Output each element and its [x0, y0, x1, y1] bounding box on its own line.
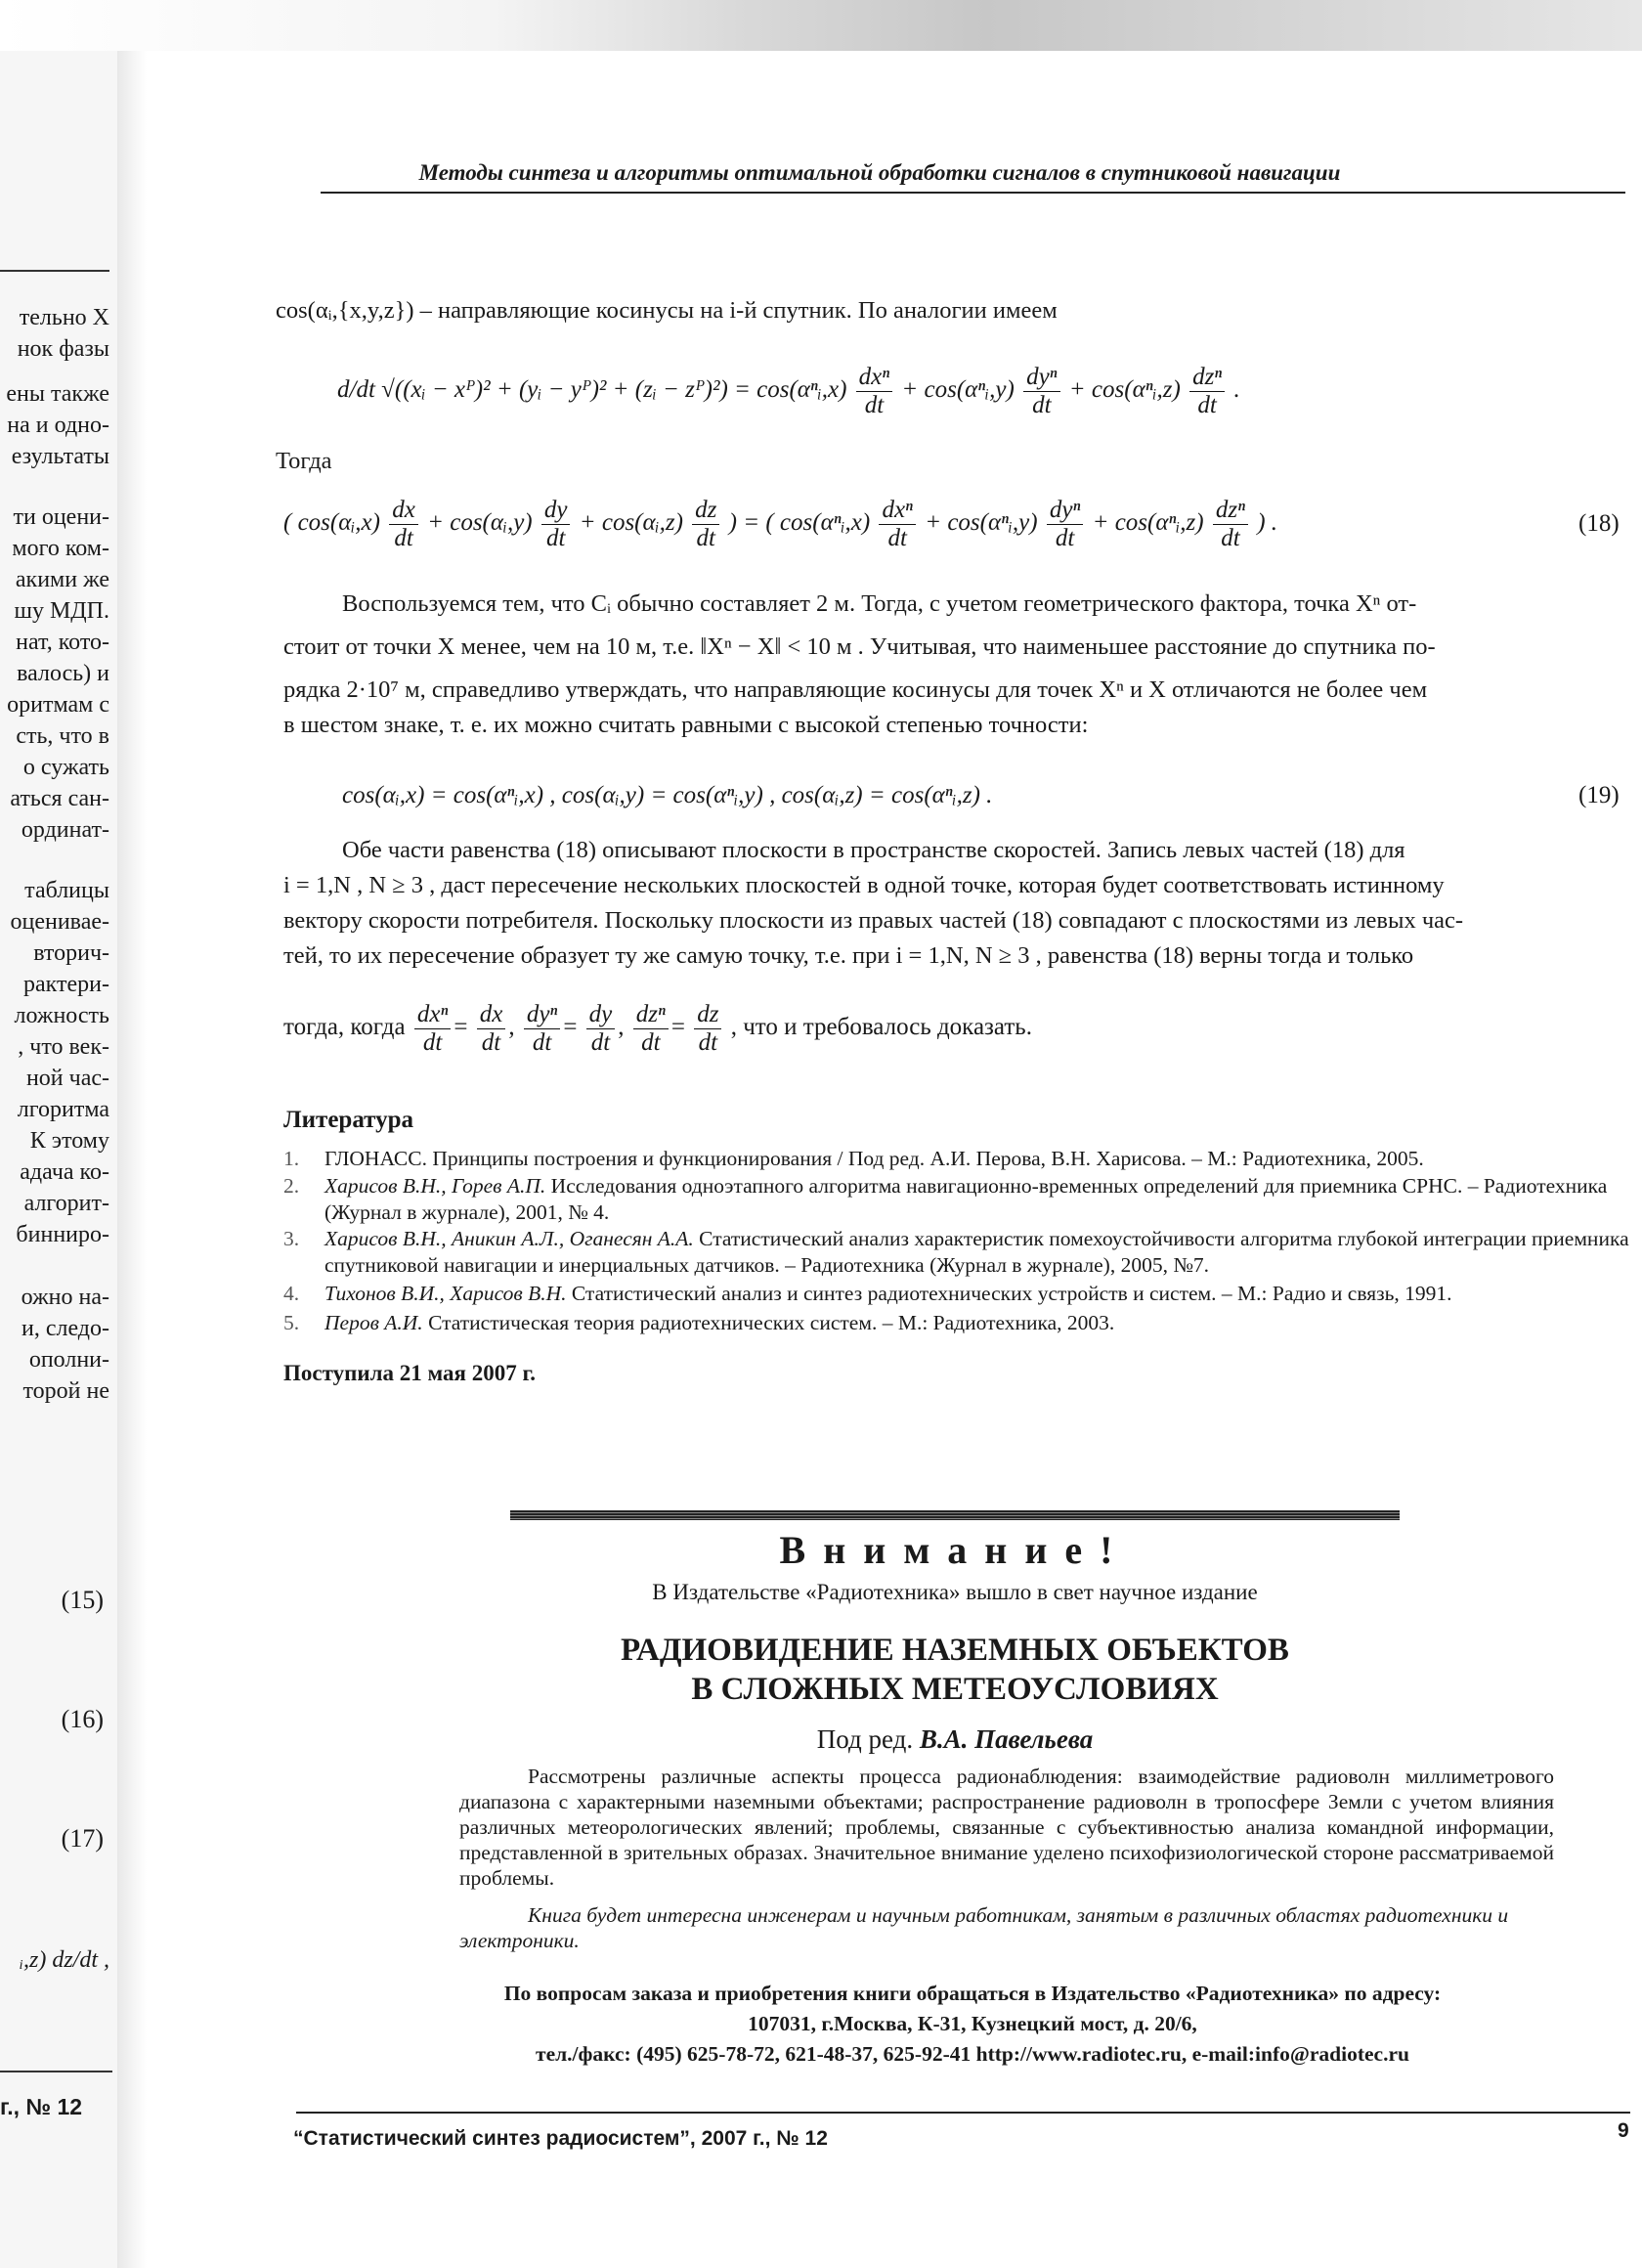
fraction: $\frac{\text{dzⁿ}}{dt}$: [1189, 364, 1225, 419]
prev-fragment: таблицы: [24, 878, 109, 903]
fraction: $\frac{dx}{dt}$: [477, 1001, 506, 1057]
equation-18: ( cos(αᵢ,x) $\frac{dx}{dt}$ + cos(αᵢ,y) $\frac{dy}{dt}$ + cos(αᵢ,z) $\frac{dz}{dt}$ ) = ( cos(αⁿᵢ,x) $\frac{\text{dxⁿ}}{dt}$ + cos(αⁿᵢ,y) $\frac{\text{dyⁿ}}{dt}$ + cos(αⁿᵢ,z) $\frac{\text{dzⁿ}}{dt}$ ) .: [283, 497, 1278, 551]
running-header: Методы синтеза и алгоритмы оптимальной обработки сигналов в спутниковой навигации: [418, 160, 1341, 185]
prev-fragment: нат, кото-: [16, 630, 109, 655]
prev-fragment: нок фазы: [17, 336, 109, 362]
prev-eq-number: (16): [61, 1705, 104, 1733]
paragraph-1: cos(αᵢ,{x,y,z}) – направляющие косинусы на i-й спутник. По аналогии имеем: [276, 297, 1058, 324]
fraction: $\frac{dy}{dt}$: [586, 1001, 616, 1057]
eq-a-term: cos(αⁿᵢ,z): [1091, 376, 1181, 404]
scan-gutter-shadow: [117, 51, 147, 2268]
page-number: 9: [1618, 2119, 1629, 2142]
prev-fragment: ополни-: [28, 1347, 109, 1373]
prev-fragment: мого ком-: [12, 536, 109, 561]
fraction: $\frac{\text{dzⁿ}}{dt}$: [633, 1001, 669, 1057]
received-date: Поступила 21 мая 2007 г.: [283, 1361, 537, 1385]
prev-footer-rule: [0, 2071, 112, 2072]
prev-fragment: алгорит-: [23, 1191, 109, 1216]
footer-journal: “Статистический синтез радиосистем”, 2007 г., № 12: [293, 2127, 828, 2150]
equation-19: cos(αᵢ,x) = cos(αⁿᵢ,x) , cos(αᵢ,y) = cos(αⁿᵢ,y) , cos(αᵢ,z) = cos(αⁿᵢ,z) .: [342, 782, 993, 808]
prev-fragment: ти оцени-: [13, 504, 109, 530]
prev-fragment: акими же: [15, 567, 109, 592]
book-audience: Книга будет интересна инженерам и научным работникам, занятым в различных областях радиотехники и электроники.: [459, 1903, 1509, 1952]
header-rule: [321, 192, 1625, 194]
prev-fragment: аться сан-: [10, 786, 109, 811]
prev-fragment: ординат-: [21, 817, 109, 843]
prev-footer: г., № 12: [0, 2094, 83, 2119]
paragraph-3-last-line: тогда, когда $\frac{\text{dxⁿ}}{dt}$ = $\frac{dx}{dt}$ , $\frac{\text{dyⁿ}}{dt}$ = $\frac{dy}{dt}$ , $\frac{\text{dzⁿ}}{dt}$ = $\frac{dz}{dt}$ , что и требовалось доказать.: [283, 1001, 1032, 1056]
eq-a-term: cos(αⁿᵢ,y): [924, 376, 1015, 404]
fraction: $\frac{dz}{dt}$: [692, 497, 719, 552]
eq-a-term: cos(αⁿᵢ,x): [756, 376, 847, 404]
prev-fragment: сть, что в: [16, 723, 109, 749]
footer-rule: [296, 2112, 1630, 2114]
prev-fragment: рактери-: [23, 972, 109, 997]
notice-rule: [510, 1510, 1400, 1520]
prev-eq-number: (17): [61, 1824, 104, 1853]
prev-fragment: адача ко-: [20, 1159, 109, 1185]
previous-page-edge: [0, 51, 117, 2268]
prev-fragment: езультаты: [11, 444, 109, 469]
fraction: $\frac{\text{dyⁿ}}{dt}$: [524, 1001, 560, 1057]
eq-number-19: (19): [1578, 782, 1620, 808]
fraction: $\frac{\text{dyⁿ}}{dt}$: [1047, 497, 1083, 552]
paragraph-3: Обе части равенства (18) описывают плоскости в пространстве скоростей. Запись левых частей (18) для i = 1,N , N ≥ 3 , даст пересечение нескольких плоскостей в одной точке, которая будет соответствовать истинному вектору скорости потребителя. Поскольку плоскости из правых частей (18) совпадают с плоскостями из левых час- тей, то их пересечение образует ту же самую точку, т.е. при i = 1,N, N ≥ 3 , равенства (18) верны тогда и только: [283, 837, 1464, 969]
fraction: $\frac{\text{dxⁿ}}{dt}$: [856, 364, 892, 419]
prev-fragment: на и одно-: [7, 413, 109, 438]
fraction: $\frac{dx}{dt}$: [389, 497, 418, 552]
prev-fragment: ной час-: [25, 1066, 109, 1091]
notice-title: Внимание!: [779, 1528, 1131, 1572]
prev-fragment: лгоритма: [17, 1097, 109, 1122]
journal-page: Методы синтеза и алгоритмы оптимальной обработки сигналов в спутниковой навигации cos(αᵢ,{x,y,z}) – направляющие косинусы на i-й спутник. По аналогии имеем d/dt √((xᵢ − xᴾ)² + (yᵢ − yᴾ)² + (zᵢ − zᴾ)²) = cos(αⁿᵢ,x) $\frac{\text{dxⁿ}}{dt}$ + cos(αⁿᵢ,y) $\frac{\text{dyⁿ}}{dt}$ + cos(αⁿᵢ,z) $\frac{\text{dzⁿ}}{dt}$ . Тогда ( cos(αᵢ,x) $\frac{dx}{dt}$ + cos(αᵢ,y) $\frac{dy}{dt}$ + cos(αᵢ,z) $\frac{dz}{dt}$ ) = ( cos(αⁿᵢ,x) $\frac{\text{dxⁿ}}{dt}$ + cos(αⁿᵢ,y) $\frac{\text{dyⁿ}}{dt}$ + cos(αⁿᵢ,z) $\frac{\text{dzⁿ}}{dt}$ ) . (18) Воспользуемся тем, что Cᵢ обычно составляет 2 м. Тогда, с учетом геометрического фактора, точка Xⁿ от- стоит от точки X менее, чем на 10 м, т.е. ‖Xⁿ − X‖ < 10 м . Учитывая, что наименьшее расстояние до спутника по- рядка 2·10⁷ м, справедливо утверждать, что направляющие косинусы для точек Xⁿ и X отличаются не более чем в шестом знаке, т. е. их можно считать равными с высокой степенью точности: cos(αᵢ,x) = cos(αⁿᵢ,x) , cos(αᵢ,y) = cos(αⁿᵢ,y) , cos(αᵢ,z) = cos(αⁿᵢ,z) . (19) Обе части равенства (18) описывают плоскости в пространстве скоростей. Запись левых частей (18) для i = 1,N , N ≥ 3 , даст пересечение нескольких плоскостей в одной точке, которая будет соответствовать истинному вектору скорости потребителя. Поскольку плоскости из правых частей (18) совпадают с плоскостями из левых час- тей, то их пересечение образует ту же самую точку, т.е. при i = 1,N, N ≥ 3 , равенства (18) верны тогда и только тогда, когда $\frac{\text{dxⁿ}}{dt}$ = $\frac{dx}{dt}$ , $\frac{\text{dyⁿ}}{dt}$ = $\frac{dy}{dt}$ , $\frac{\text{dzⁿ}}{dt}$ = $\frac{dz}{dt}$ , что и требовалось доказать. Литература 1. ГЛОНАСС. Принципы построения и функционирования / Под ред. А.И. Перова, В.Н. Харисова. – М.: Радиотехника, 2005. 2. Харисов В.Н., Горев А.П. Исследования одноэтапного алгоритма навигационно-временных определений для приемника СРНС. – Радиотехника (Журнал в журнале), 2001, № 4. 3. Харисов В.Н., Аникин А.Л., Оганесян А.А. Статистический анализ характеристик помехоустойчивости алгоритма глубокой интеграции приемника спутниковой навигации и инерциальных датчиков. – Радиотехника (Журнал в журнале), 2005, №7. 4. Тихонов В.И., Харисов В.Н. Статистический анализ и синтез радиотехнических устройств и систем. – М.: Радио и связь, 1991. 5. Перов А.И. Статистическая теория радиотехнических систем. – М.: Радиотехника, 2003. Поступила 21 мая 2007 г. Внимание! В Издательстве «Радиотехника» вышло в свет научное издание РАДИОВИДЕНИЕ НАЗЕМНЫХ ОБЪЕКТОВ В СЛОЖНЫХ МЕТЕОУСЛОВИЯХ Под ред. В.А. Павельева Рассмотрены различные аспекты процесса радионаблюдения: взаимодействие радиоволн миллиметрового диапазона с характерными наземными объектами; распространение радиоволн в тропосфере Земли с учетом влияния различных метеорологических явлений; проблемы, связанные с субъективностью анализа командной информации, представленной в зрительных образах. Значительное внимание уделено психофизиологической стороне рассматриваемой проблемы. Книга будет интересна инженерам и научным работникам, занятым в различных областях радиотехники и электроники. По вопросам заказа и приобретения книги обращаться в Издательство «Радиотехника» по адресу: 107031, г.Москва, К-31, Кузнецкий мост, д. 20/6, тел./факс: (495) 625-78-72, 621-48-37, 625-92-41 http://www.radiotec.ru, e-mail:info@radiotec.ru “Статистический синтез радиосистем”, 2007 г., № 12 9: [147, 51, 1642, 2268]
literature-heading: Литература: [283, 1107, 414, 1133]
prev-fragment: , что век-: [18, 1034, 109, 1060]
paragraph-2: Воспользуемся тем, что Cᵢ обычно составляет 2 м. Тогда, с учетом геометрического фактора, точка Xⁿ от- стоит от точки X менее, чем на 10 м, т.е. ‖Xⁿ − X‖ < 10 м . Учитывая, что наименьшее расстояние до спутника по- рядка 2·10⁷ м, справедливо утверждать, что направляющие косинусы для точек Xⁿ и X отличаются не более чем в шестом знаке, т. е. их можно считать равными с высокой степенью точности:: [283, 590, 1436, 738]
prev-fragment: оритмам с: [7, 692, 109, 718]
prev-fragment: вторич-: [33, 940, 109, 966]
order-info: По вопросам заказа и приобретения книги обращаться в Издательство «Радиотехника» по адресу: 107031, г.Москва, К-31, Кузнецкий мост, д. 20/6, тел./факс: (495) 625-78-72, 621-48-37, 625-92-41 http://www.radiotec.ru, e-mail:info@radiotec.ru: [503, 1982, 1442, 2066]
scan-shadow: [0, 0, 1642, 51]
fraction: $\frac{\text{dyⁿ}}{dt}$: [1023, 364, 1059, 419]
prev-fragment: о сужать: [22, 755, 109, 780]
prev-fragment: ложность: [14, 1003, 109, 1028]
fraction: $\frac{\text{dxⁿ}}{dt}$: [414, 1001, 451, 1057]
prev-page-rule: [0, 270, 109, 272]
prev-eq-fragment: ᵢ,z) dz/dt ,: [20, 1947, 109, 1973]
eq-a-lhs: d/dt √((xᵢ − xᴾ)² + (yᵢ − yᴾ)² + (zᵢ − zᴾ)²) =: [337, 376, 751, 404]
prev-fragment: торой не: [22, 1378, 109, 1404]
equation-a: d/dt √((xᵢ − xᴾ)² + (yᵢ − yᴾ)² + (zᵢ − zᴾ)²) = cos(αⁿᵢ,x) $\frac{\text{dxⁿ}}{dt}$ + cos(αⁿᵢ,y) $\frac{\text{dyⁿ}}{dt}$ + cos(αⁿᵢ,z) $\frac{\text{dzⁿ}}{dt}$ .: [337, 364, 1240, 418]
prev-fragment: ены также: [6, 381, 109, 407]
prev-fragment: оценивае-: [10, 909, 109, 935]
fraction: $\frac{\text{dzⁿ}}{dt}$: [1213, 497, 1248, 552]
fraction: $\frac{dz}{dt}$: [694, 1001, 721, 1057]
eq-number-18: (18): [1578, 510, 1620, 537]
notice-intro: В Издательстве «Радиотехника» вышло в свет научное издание: [652, 1580, 1258, 1604]
prev-fragment: тельно X: [19, 305, 109, 330]
book-description: Рассмотрены различные аспекты процесса радионаблюдения: взаимодействие радиоволн миллиметрового диапазона с характерными наземными объектами; распространение радиоволн в тропосфере Земли с учетом влияния различных метеорологических явлений; проблемы, связанные с субъективностью анализа командной информации, представленной в зрительных образах. Значительное внимание уделено психофизиологической стороне рассматриваемой проблемы.: [459, 1765, 1554, 1890]
togda: Тогда: [276, 448, 332, 474]
book-editor: Под ред. В.А. Павельева: [816, 1724, 1094, 1754]
prev-fragment: валось) и: [17, 661, 109, 686]
prev-fragment: бинниро-: [16, 1222, 109, 1247]
book-title: РАДИОВИДЕНИЕ НАЗЕМНЫХ ОБЪЕКТОВ В СЛОЖНЫХ МЕТЕОУСЛОВИЯХ: [621, 1633, 1289, 1707]
prev-fragment: К этому: [29, 1128, 109, 1154]
fraction: $\frac{dy}{dt}$: [541, 497, 571, 552]
prev-fragment: ожно на-: [21, 1285, 109, 1310]
fraction: $\frac{\text{dxⁿ}}{dt}$: [879, 497, 915, 552]
prev-eq-number: (15): [61, 1586, 104, 1614]
prev-fragment: и, следо-: [21, 1316, 109, 1341]
prev-fragment: шу МДП.: [14, 598, 109, 624]
